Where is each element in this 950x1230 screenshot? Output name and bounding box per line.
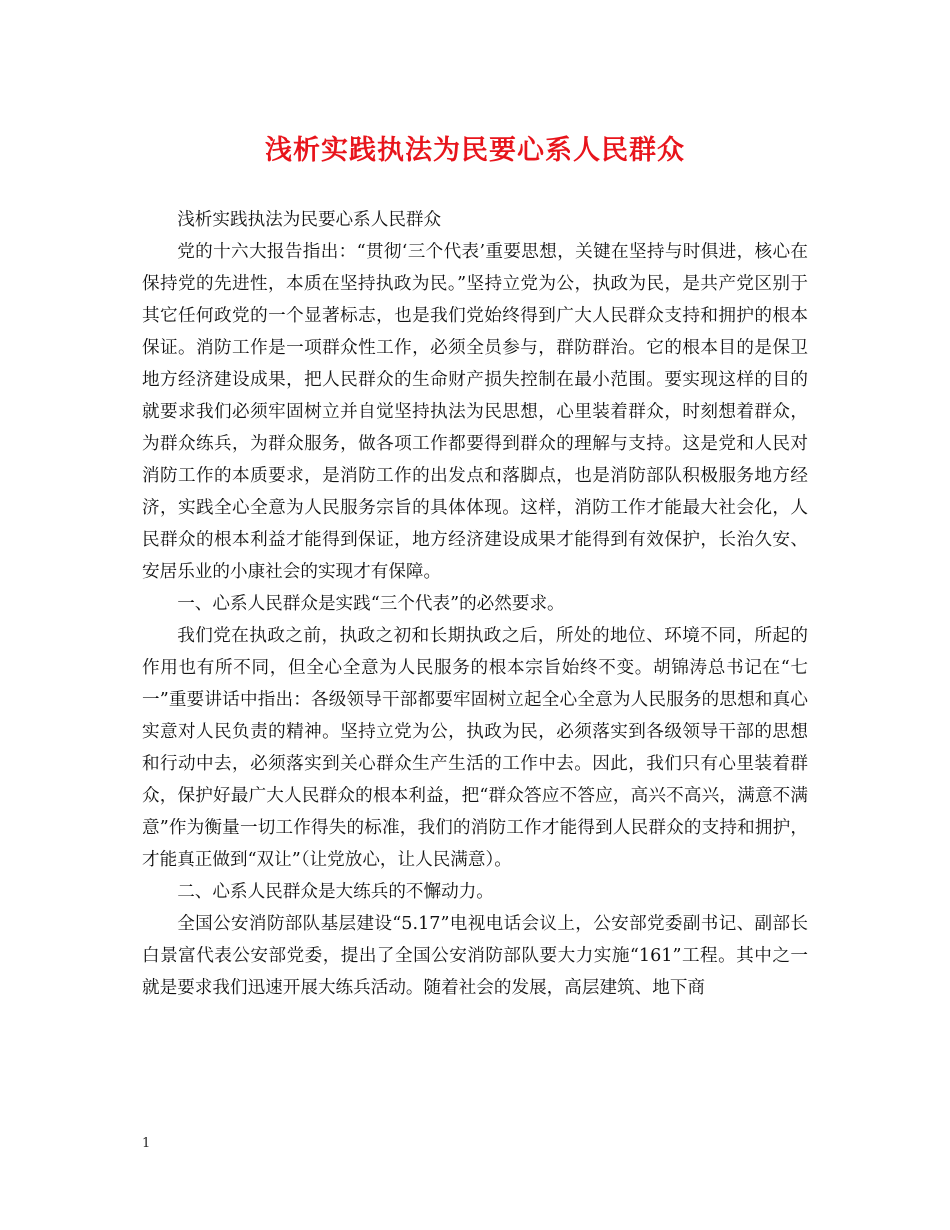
page-number: 1 <box>142 1136 151 1151</box>
document-body <box>142 204 808 1004</box>
paragraph-intro: 党的十六大报告指出：“贯彻‘三个代表’重要思想，关键在坚持与时俱进，核心在保持党的先进性，本质在坚持执政为民。”坚持立党为公，执政为民，是共产党区别于其它任何政党的一个显著标志，也是我们党始终得到广大人民群众支持和拥护的根本保证。消防工作是一项群众性工作，必须全员参与，群防群治。它的根本目的是保卫地方经济建设成果，把人民群众的生命财产损失控制在最小范围。要实现这样的目的就要求我们必须牢固树立并自觉坚持执法为民思想，心里装着群众，时刻想着群众，为群众练兵，为群众服务，做各项工作都要得到群众的理解与支持。这是党和人民对消防工作的本质要求，是消防工作的出发点和落脚点，也是消防部队积极服务地方经济，实践全心全意为人民服务宗旨的具体体现。这样，消防工作才能最大社会化，人民群众的根本利益才能得到保证，地方经济建设成果才能得到有效保护，长治久安、安居乐业的小康社会的实现才有保障。 <box>142 242 808 582</box>
paragraph-section-2: 全国公安消防部队基层建设“5.17”电视电话会议上，公安部党委副书记、副部长白景富代表公安部党委，提出了全国公安消防部队要大力实施“161”工程。其中之一就是要求我们迅速开展大练兵活动。随着社会的发展，高层建筑、地下商 <box>142 914 808 998</box>
section-heading-2: 二、心系人民群众是大练兵的不懈动力。 <box>177 882 494 902</box>
section-heading-1: 一、心系人民群众是实践“三个代表”的必然要求。 <box>177 594 565 614</box>
paragraph-subtitle: 浅析实践执法为民要心系人民群众 <box>177 210 442 230</box>
document-title: 浅析实践执法为民要心系人民群众 <box>265 135 685 166</box>
paragraph-section-1: 我们党在执政之前，执政之初和长期执政之后，所处的地位、环境不同，所起的作用也有所不同，但全心全意为人民服务的根本宗旨始终不变。胡锦涛总书记在“七一”重要讲话中指出：各级领导干部都要牢固树立起全心全意为人民服务的思想和真心实意对人民负责的精神。坚持立党为公，执政为民，必须落实到各级领导干部的思想和行动中去，必须落实到关心群众生产生活的工作中去。因此，我们只有心里装着群众，保护好最广大人民群众的根本利益，把“群众答应不答应，高兴不高兴，满意不满意”作为衡量一切工作得失的标准，我们的消防工作才能得到人民群众的支持和拥护，才能真正做到“双让”（让党放心，让人民满意）。 <box>142 626 808 870</box>
